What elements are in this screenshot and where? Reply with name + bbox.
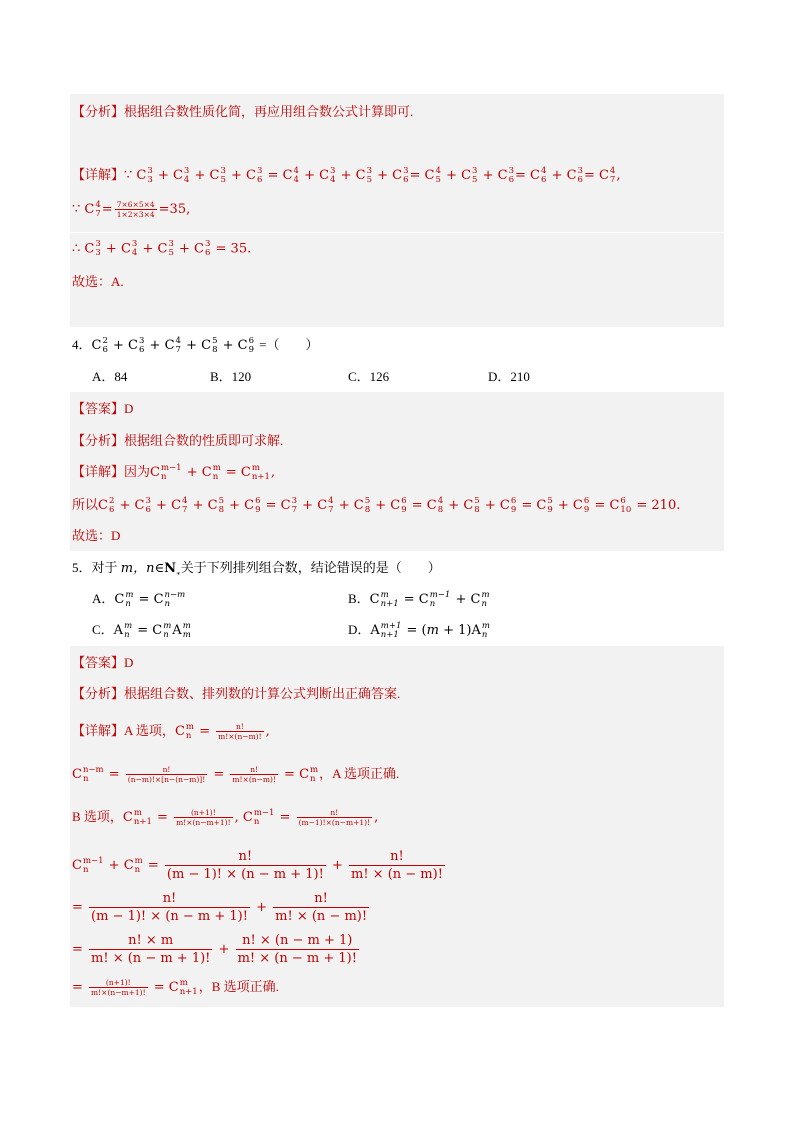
- q4-option-d[interactable]: D．210: [488, 369, 530, 384]
- q5-b-step2-line: = $\frac{n!}{(m - 1)! \times (n - m + 1)!}$ + $\frac{n!}{m! \times (n - m)!}$: [72, 891, 368, 924]
- q4-detail-line: 【详解】因为C m−1 n + C m n = C m n+1 ,: [72, 462, 276, 482]
- q4-answer-line: 【答案】D: [72, 401, 134, 416]
- q5-option-c[interactable]: C．A m n = C m n A m m: [92, 620, 191, 640]
- q4-stem: 4．C 2 6 + C 3 6 + C 4 7 + C 5 8 + C 6 9 =（ ）: [72, 335, 319, 355]
- q4-choice-line: 故选：D: [72, 528, 121, 543]
- q5-b-step3-line: = $\frac{n! \times m}{m! \times (n - m + 1)!}$ + $\frac{n! \times (n - m + 1)}{m! \times (n - m + 1)!}$: [72, 933, 357, 966]
- q5-analysis-line: 【分析】根据组合数、排列数的计算公式判断出正确答案.: [72, 686, 401, 701]
- q4-option-b[interactable]: B．120: [210, 369, 252, 384]
- q5-option-d[interactable]: D．A m+1 n+1 = (m + 1)A m n: [348, 620, 490, 640]
- prev-because-line: ∵ C 4 7 = $\frac{7\times 6\times 5\times 4}{1\times 2\times 3\times 4}$ =35,: [72, 199, 191, 219]
- q4-option-c[interactable]: C．126: [348, 369, 390, 384]
- prev-therefore-line: ∴ C 3 3 + C 3 4 + C 3 5 + C 3 6 = 35.: [72, 239, 252, 258]
- prev-detail-line: 【详解】∵ C 3 3 + C 3 4 + C 3 5 + C 3 6 = C 4 4 + C 3 4 + C 3 5 + C 3 6 = C 4 5 + C 3 5 + C 3 6 = C 4 6 + C 3 6 = C 4 7 ,: [72, 165, 621, 185]
- q4-option-a[interactable]: A．84: [92, 369, 128, 384]
- prev-analysis-line: 【分析】根据组合数性质化简，再应用组合数公式计算即可.: [72, 104, 414, 119]
- q5-stem: 5．对于 m，$n\in N_∗$关于下列排列组合数，结论错误的是（ ）: [72, 560, 441, 578]
- q4-so-line: 所以C 2 6 + C 3 6 + C 4 7 + C 5 8 + C 6 9 = C 3 7 + C 4 7 + C 5 8 + C 6 9 = C 4 8 + C 5 8 + C 6 9 = C 5 9 + C 6 9 = C 6 10 = 210.: [72, 495, 681, 515]
- q5-option-b[interactable]: B．C m n+1 = C m−1 n + C m n: [348, 589, 490, 609]
- q5-option-a[interactable]: A．C m n = C n−m n: [92, 589, 186, 609]
- q5-detail-a-line: 【详解】A 选项，C m n = $\frac{n!}{m!\times(n-m)!}$ ,: [72, 721, 270, 741]
- q5-b-option-line: B 选项，C m n+1 = $\frac{(n+1)!}{m!\times(n-m+1)!}$ , C m−1 n = $\frac{n!}{(m-1)!\times(n-m+1)!}$ ,: [72, 807, 379, 827]
- q5-answer-line: 【答案】D: [72, 655, 134, 670]
- q5-a-step-line: C n−m n = $\frac{n!}{(n-m)!\times[n-(n-m)]!}$ = $\frac{n!}{m!\times(n-m)!}$ = C m n ，A 选项正确.: [72, 764, 400, 784]
- q5-b-step1-line: C m−1 n + C m n = $\frac{n!}{(m - 1)! \times (n - m + 1)!}$ + $\frac{n!}{m! \times (n - m)!}$: [72, 849, 443, 882]
- q5-b-step4-line: = $\frac{(n+1)!}{m!\times(n-m+1)!}$ = C m n+1 ，B 选项正确.: [72, 977, 279, 997]
- q4-analysis-line: 【分析】根据组合数的性质即可求解.: [72, 433, 284, 448]
- prev-choice-line: 故选：A.: [72, 274, 124, 289]
